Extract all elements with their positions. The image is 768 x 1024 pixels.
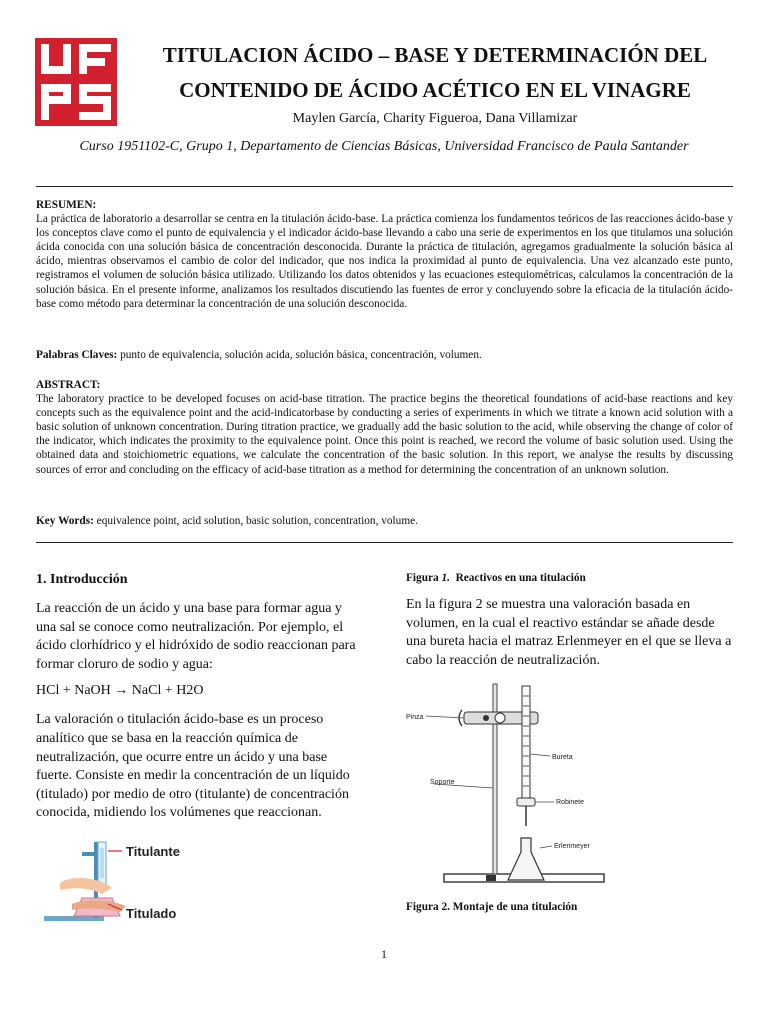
page-number: 1: [381, 947, 387, 961]
title-line-1: TITULACION ÁCIDO – BASE Y DETERMINACIÓN DEL: [162, 43, 708, 67]
authors: Maylen García, Charity Figueroa, Dana Villamizar: [292, 111, 578, 126]
figure-1-caption: [406, 572, 736, 584]
figure-1-prefix: Figura: [406, 572, 442, 584]
intro-paragraph-2: La valoración o titulación ácido-base es un proceso analítico que se basa en la reacción química de neutralización, que ocurre entre un ácido y una base fuerte. Consiste en medir la concentración de un líquido (titulado) por medio de otro (titulante) de concentración conocida, midiendo los volúmenes que reaccionan.: [36, 712, 350, 821]
abstract-keywords: [36, 514, 733, 528]
figure-1-caption-text: Reactivos en una titulación: [455, 572, 586, 584]
divider-top: [36, 186, 733, 187]
palabras-claves-text: punto de equivalencia, solución acida, solución básica, concentración, volumen.: [117, 349, 482, 361]
titulado-label: Titulado: [126, 906, 177, 921]
left-column: [36, 572, 364, 832]
abstract-text: The laboratory practice to be developed focuses on acid-base titration. The practice begins the theoretical foundations of acid-base reactions and key concepts such as the equivalence point and the acid-indicatorbase by conducting a series of experiments in which we titrate a known acid solution with a basic solution of unknown concentration. During titration practice, we gradually add the basic solution to the acid, while observing the change of color of the indicator, which indicates the proximity to the equivalence point. Once this point is reached, we record the volume of basic solution used. Using the obtained data and stoichiometric equations, we calculate the concentration of the basic solution. In this report, we analyse the results by discussing sources of error and concluding on the efficacy of acid-base titration as a method for determining the concentration of an unknown solution.: [36, 393, 733, 476]
palabras-claves-label: Palabras Claves:: [36, 349, 118, 361]
right-column: [406, 572, 736, 670]
erlenmeyer-flask: [508, 838, 544, 880]
abstract-section: [36, 378, 733, 477]
neutralization-equation: HCl + NaOH → NaCl + H2O: [36, 683, 204, 699]
figure-2-caption: Figura 2. Montaje de una titulación: [406, 901, 578, 913]
titulante-label: Titulante: [126, 844, 180, 859]
resumen-keywords: [36, 348, 733, 362]
label-pinza: Pinza: [406, 714, 424, 721]
figure-2-illustration: [404, 676, 612, 890]
label-bureta: Bureta: [552, 754, 573, 761]
label-soporte: Soporte: [430, 779, 455, 786]
paper-title: [130, 38, 740, 108]
resumen-heading: RESUMEN:: [36, 199, 97, 211]
figure-1-illustration: [42, 838, 192, 924]
abstract-heading: ABSTRACT:: [36, 379, 101, 391]
ufps-logo: [35, 38, 117, 126]
label-robinete: Robinete: [556, 799, 585, 806]
affiliation: Curso 1951102-C, Grupo 1, Departamento de Ciencias Básicas, Universidad Francisco de Paula Santander: [79, 139, 689, 154]
resumen-section: [36, 198, 733, 311]
figure-2-intro-paragraph: En la figura 2 se muestra una valoración basada en volumen, en la cual el reactivo estándar se añade desde una bureta hacia el matraz Erlenmeyer en el que se lleva a cabo la reacción de neutralización.: [406, 597, 732, 668]
burette-liquid: [100, 848, 104, 878]
figure-1-number: 1.: [441, 572, 450, 584]
divider-bottom: [36, 542, 733, 543]
key-words-label: Key Words:: [36, 515, 94, 527]
intro-title: 1. Introducción: [36, 572, 128, 587]
label-erlenmeyer: Erlenmeyer: [554, 843, 590, 850]
stopcock: [517, 798, 535, 806]
intro-paragraph-1: La reacción de un ácido y una base para formar agua y una sal se conoce como neutralización. Por ejemplo, el ácido clorhídrico y el hidróxido de sodio reaccionan para formar cloruro de sodio y agua:: [36, 601, 356, 672]
resumen-text: La práctica de laboratorio a desarrollar se centra en la titulación ácido-base. La práctica comienza los fundamentos teóricos de las reacciones ácido-base y los conceptos clave como el punto de equivalencia y el indicador ácido-base llevando a cabo una serie de experimentos en los que titulamos una solución ácida conocida con una solución básica de concentración desconocida. Durante la práctica de titulación, agregamos gradualmente la solución básica al ácido, mientras observamos el cambio de color del indicador, que nos indica la proximidad al punto de equivalencia. Una vez alcanzado este punto, registramos el volumen de solución básica utilizado. Utilizando los datos obtenidos y las ecuaciones estequiométricas, calculamos la concentración de la solución básica. En el presente informe, analizamos los resultados discutiendo las fuentes de error y concluyendo sobre la eficacia de la titulación ácido-base como método para determinar la concentración de una solución desconocida.: [36, 213, 733, 310]
key-words-text: equivalence point, acid solution, basic solution, concentration, volume.: [93, 515, 418, 527]
title-line-2: CONTENIDO DE ÁCIDO ACÉTICO EN EL VINAGRE: [179, 78, 691, 102]
